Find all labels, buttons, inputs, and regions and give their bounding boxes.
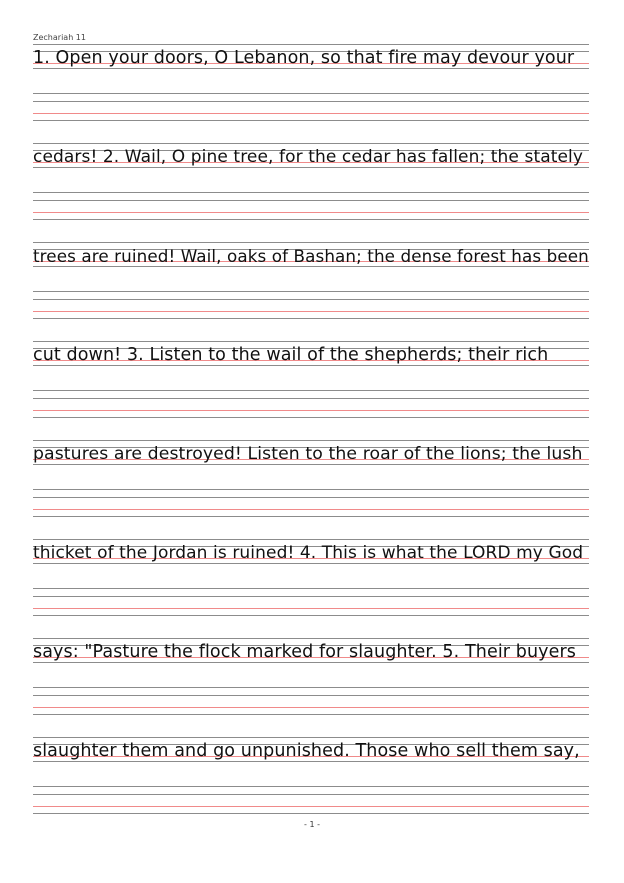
- line-block-4: [33, 341, 589, 421]
- line-block-8: [33, 737, 589, 817]
- line-block-2: [33, 143, 589, 223]
- page-number: - 1 -: [304, 820, 320, 829]
- line-block-5: [33, 440, 589, 520]
- text-line-7: says: "Pasture the flock marked for slaughter. 5. Their buyers: [33, 642, 576, 662]
- text-line-3: trees are ruined! Wail, oaks of Bashan; the dense forest has been: [33, 246, 589, 266]
- text-line-1: 1. Open your doors, O Lebanon, so that fire may devour your: [33, 48, 575, 68]
- line-block-1: [33, 44, 589, 124]
- text-line-8: slaughter them and go unpunished. Those who sell them say,: [33, 741, 580, 761]
- page-header: Zechariah 11: [33, 33, 86, 42]
- text-line-2: cedars! 2. Wail, O pine tree, for the cedar has fallen; the stately: [33, 147, 584, 167]
- text-line-6: thicket of the Jordan is ruined! 4. This is what the LORD my God: [33, 543, 584, 563]
- text-line-4: cut down! 3. Listen to the wail of the shepherds; their rich: [33, 345, 549, 365]
- line-block-7: [33, 638, 589, 718]
- line-block-6: [33, 539, 589, 619]
- text-line-5: pastures are destroyed! Listen to the roar of the lions; the lush: [33, 444, 583, 464]
- line-block-3: [33, 242, 589, 322]
